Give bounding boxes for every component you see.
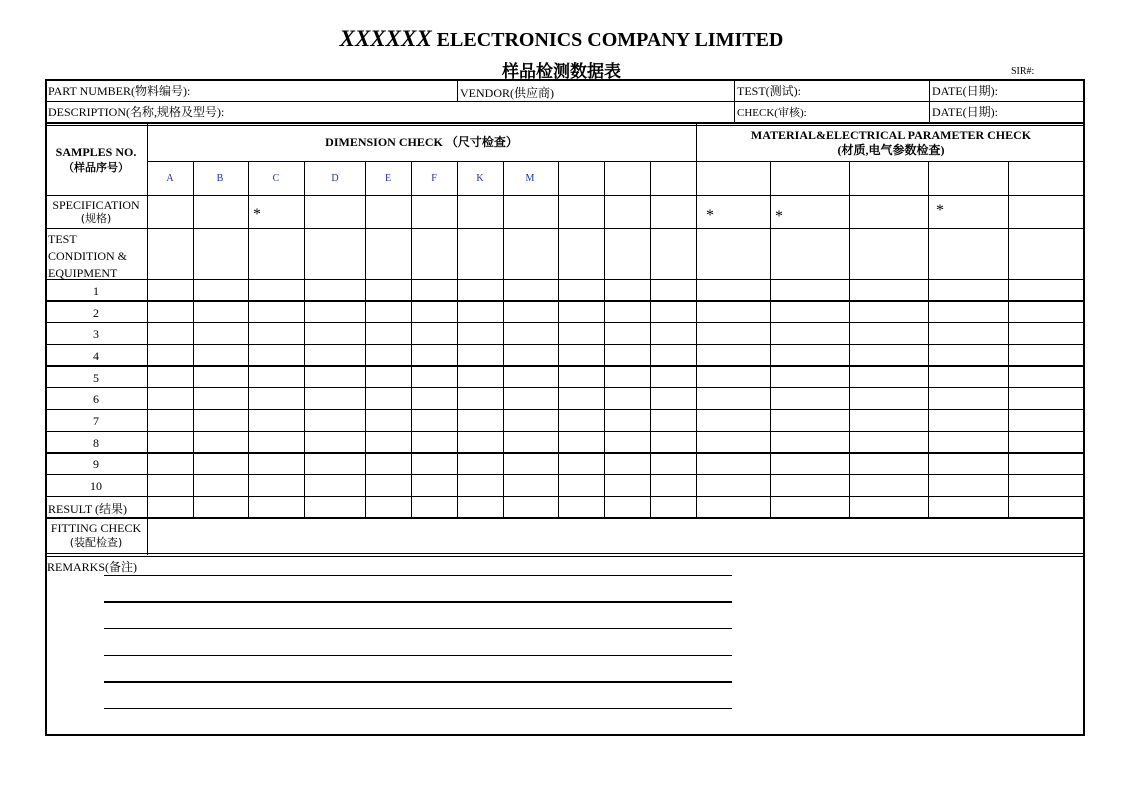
material-check-label: MATERIAL&ELECTRICAL PARAMETER CHECK [750,128,1032,142]
sir-number-label: SIR#: [1011,66,1035,77]
date-label-2: DATE(日期): [932,105,998,119]
test-condition-line-1: TEST [48,232,77,246]
check-label: CHECK(审核): [737,107,807,119]
row-number-4: 4 [93,349,99,363]
column-header-b: B [216,173,224,184]
specification-text: SPECIFICATION [52,198,140,212]
material-check-label-cn: (材质,电气参数检查) [837,143,945,157]
result-label: RESULT (结果) [48,502,128,516]
column-header-a: A [166,173,174,184]
specification-label [46,198,146,226]
test-condition-line-3: EQUIPMENT [48,266,118,280]
remarks-label: REMARKS(备注) [47,560,138,574]
dimension-check-header: DIMENSION CHECK （尺寸检查） [325,135,518,149]
row-number-6: 6 [93,392,99,406]
column-header-e: E [384,173,392,184]
part-number-field[interactable] [48,84,190,98]
samples-no-label-cn: （样品序号） [63,161,129,174]
date-label-1: DATE(日期): [932,84,998,98]
column-header-f: F [431,173,437,184]
test-field[interactable] [737,84,801,98]
column-header-c: C [272,173,280,184]
date-field-1[interactable] [932,84,998,98]
column-header-d: D [331,173,339,184]
spec-star-c: * [253,206,261,223]
part-number-label: PART NUMBER(物料编号): [48,84,191,98]
remarks-line-2[interactable] [104,601,732,603]
column-header-k: K [476,173,484,184]
spec-star-mat-4: * [936,202,944,219]
row-number-5: 5 [93,371,99,385]
test-label: TEST(测试): [737,84,801,98]
date-field-2[interactable] [932,105,998,119]
form-subtitle: 样品检测数据表 [502,62,621,82]
column-header-m: M [525,173,535,184]
remarks-line-1[interactable] [104,575,732,576]
row-number-9: 9 [93,457,99,471]
vendor-label: VENDOR(供应商) [460,86,554,100]
material-check-header [697,128,1085,157]
vendor-field[interactable] [460,86,554,100]
samples-no-header [46,145,146,175]
test-condition-label [48,231,127,282]
row-number-2: 2 [93,306,99,320]
row-number-3: 3 [93,327,99,341]
check-field[interactable] [737,106,807,120]
fitting-check-label [46,521,146,550]
company-title [0,26,1123,52]
remarks-line-3[interactable] [104,628,732,629]
company-name-rest: ELECTRONICS COMPANY LIMITED [431,29,784,51]
spec-star-mat-2: * [775,208,783,225]
specification-text-cn: (规格) [80,212,112,225]
remarks-line-4[interactable] [104,655,732,656]
fitting-check-cell[interactable] [148,519,1084,553]
company-name-placeholder: XXXXXX [339,26,432,51]
row-number-10: 10 [90,479,102,493]
test-condition-line-2: CONDITION & [48,249,127,263]
row-number-7: 7 [93,414,99,428]
row-number-8: 8 [93,436,99,450]
description-label: DESCRIPTION(名称,规格及型号): [48,105,225,119]
remarks-line-6[interactable] [104,708,732,709]
fitting-check-text-cn: (装配检查) [69,536,123,549]
row-number-1: 1 [93,284,99,298]
samples-no-label: SAMPLES NO. [55,145,137,159]
description-field[interactable] [48,105,224,119]
remarks-line-5[interactable] [104,681,732,683]
fitting-check-text: FITTING CHECK [50,521,142,535]
spec-star-mat-1: * [706,207,714,224]
